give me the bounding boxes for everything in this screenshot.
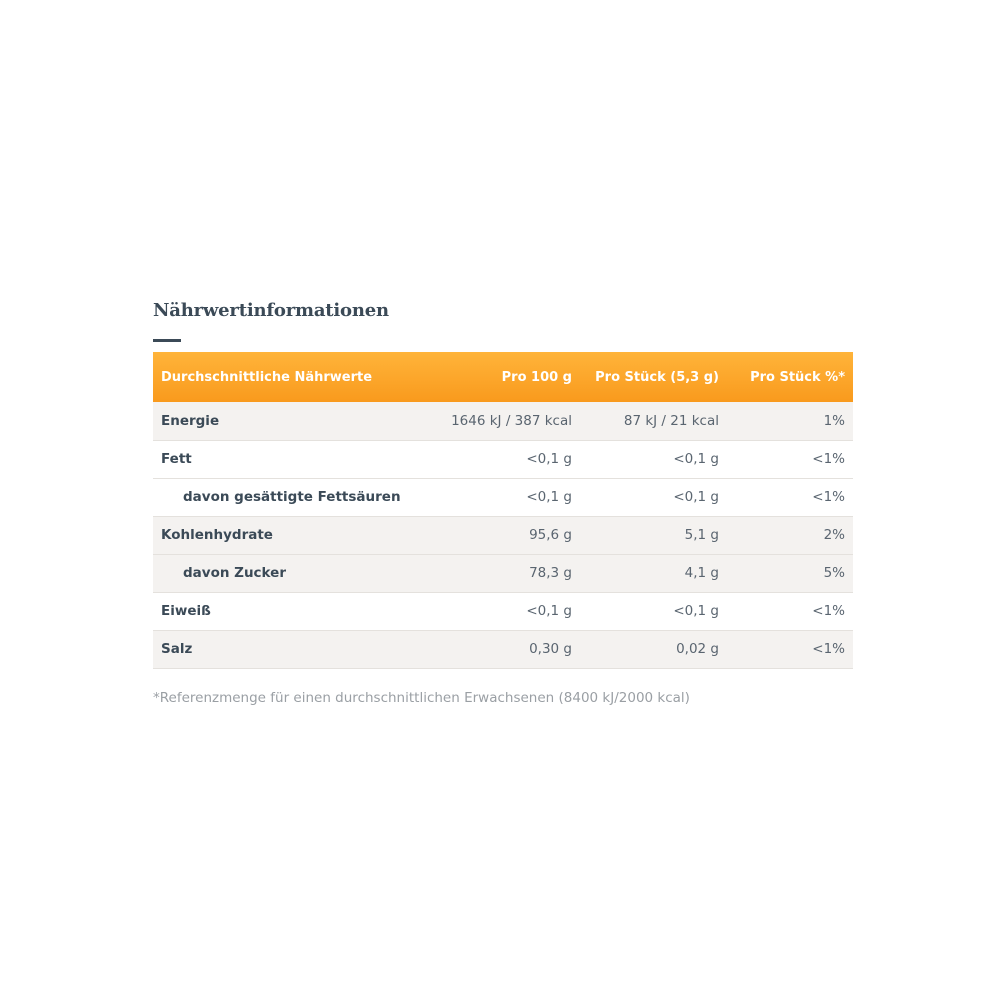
row-per-piece: 87 kJ / 21 kcal xyxy=(623,412,719,429)
row-per-100g: 0,30 g xyxy=(529,641,572,657)
row-per-100g: 95,6 g xyxy=(529,527,572,543)
table-row xyxy=(153,478,853,516)
table-row xyxy=(153,516,853,554)
row-per-piece: <0,1 g xyxy=(673,603,719,619)
row-per-100g: 78,3 g xyxy=(529,565,572,581)
row-label: Energie xyxy=(161,412,220,429)
table-row xyxy=(153,592,853,630)
table-header-row xyxy=(153,352,853,402)
row-label: Fett xyxy=(161,451,192,467)
table-row xyxy=(153,630,853,668)
row-percent: <1% xyxy=(812,451,845,467)
row-per-piece: 4,1 g xyxy=(684,565,719,581)
nutrition-panel xyxy=(153,298,853,706)
header-per-100g: Pro 100 g xyxy=(501,369,572,385)
row-per-100g: <0,1 g xyxy=(526,603,572,619)
reference-footnote: *Referenzmenge für einen durchschnittlichen Erwachsenen (8400 kJ/2000 kcal) xyxy=(153,689,690,706)
row-label: davon Zucker xyxy=(183,565,286,581)
row-per-piece: <0,1 g xyxy=(673,451,719,467)
header-per-piece-percent: Pro Stück %* xyxy=(750,369,845,385)
row-per-piece: 0,02 g xyxy=(676,641,719,657)
row-label: Eiweiß xyxy=(161,603,211,619)
header-nutrient: Durchschnittliche Nährwerte xyxy=(161,369,373,385)
row-percent: <1% xyxy=(812,489,845,505)
row-percent: 5% xyxy=(823,565,845,581)
row-percent: 1% xyxy=(823,412,845,429)
row-percent: 2% xyxy=(823,527,845,543)
row-per-piece: <0,1 g xyxy=(673,489,719,505)
table-row xyxy=(153,554,853,592)
row-label: Salz xyxy=(161,641,193,657)
row-percent: <1% xyxy=(812,641,845,657)
section-title: Nährwertinformationen xyxy=(153,300,389,321)
table-row xyxy=(153,402,853,440)
row-label: davon gesättigte Fettsäuren xyxy=(183,489,401,505)
table-row xyxy=(153,440,853,478)
row-per-100g: 1646 kJ / 387 kcal xyxy=(451,412,572,429)
row-per-piece: 5,1 g xyxy=(684,527,719,543)
nutrition-table xyxy=(153,352,853,669)
row-percent: <1% xyxy=(812,603,845,619)
row-label: Kohlenhydrate xyxy=(161,527,273,543)
title-underline xyxy=(153,339,181,342)
row-per-100g: <0,1 g xyxy=(526,451,572,467)
row-per-100g: <0,1 g xyxy=(526,489,572,505)
header-per-piece: Pro Stück (5,3 g) xyxy=(595,369,719,385)
